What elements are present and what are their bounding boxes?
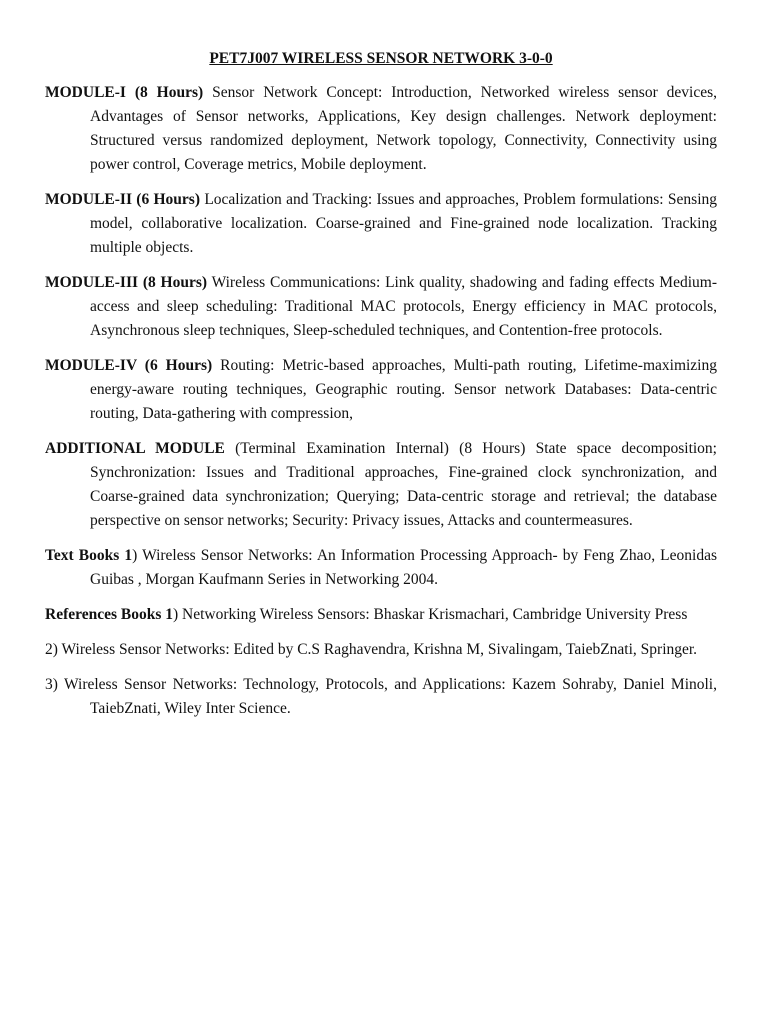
module-4-heading: MODULE-IV (6 Hours) (45, 357, 213, 374)
course-title: PET7J007 WIRELESS SENSOR NETWORK 3-0-0 (209, 50, 553, 67)
references-books-text: ) Networking Wireless Sensors: Bhaskar Krismachari, Cambridge University Press (173, 606, 688, 623)
module-4 (45, 354, 717, 426)
reference-2: 2) Wireless Sensor Networks: Edited by C.S Raghavendra, Krishna M, Sivalingam, TaiebZnati, Springer. (45, 641, 698, 658)
additional-module-text: (Terminal Examination Internal) (8 Hours) State space decomposition; Synchronization: Issues and Traditional approaches, Fine-grained clock synchronization, and Coarse-grained data synchronization; Querying; Data-centric storage and retrieval; the database perspective on sensor networks; Security: Privacy issues, Attacks and countermeasures. (90, 440, 717, 529)
module-2-text: Localization and Tracking: Issues and approaches, Problem formulations: Sensing model, collaborative localization. Coarse-grained and Fine-grained node localization. Tracking multiple objects. (90, 191, 717, 256)
additional-module (45, 437, 717, 533)
references-books (45, 603, 717, 627)
references-books-heading: References Books 1 (45, 606, 173, 623)
text-books-text: ) Wireless Sensor Networks: An Information Processing Approach- by Feng Zhao, Leonidas Guibas , Morgan Kaufmann Series in Networking 2004. (90, 547, 717, 588)
syllabus-page (45, 47, 717, 732)
module-1-text: Sensor Network Concept: Introduction, Networked wireless sensor devices, Advantages of Sensor networks, Applications, Key design challenges. Network deployment: Structured versus randomized deployment, Network topology, Connectivity, Connectivity using power control, Coverage metrics, Mobile deployment. (90, 84, 718, 173)
module-3-heading: MODULE-III (8 Hours) (45, 274, 208, 291)
module-1 (45, 81, 717, 177)
module-3 (45, 271, 717, 343)
reference-3: 3) Wireless Sensor Networks: Technology, Protocols, and Applications: Kazem Sohraby, Daniel Minoli, TaiebZnati, Wiley Inter Science. (45, 676, 717, 717)
module-1-heading: MODULE-I (8 Hours) (45, 84, 204, 101)
text-books (45, 544, 717, 592)
module-2-heading: MODULE-II (6 Hours) (45, 191, 200, 208)
module-2 (45, 188, 717, 260)
module-3-text: Wireless Communications: Link quality, shadowing and fading effects Medium-access and sleep scheduling: Traditional MAC protocols, Energy efficiency in MAC protocols, Asynchronous sleep techniques, Sleep-scheduled techniques, and Contention-free protocols. (90, 274, 717, 339)
text-books-heading: Text Books 1 (45, 547, 133, 564)
additional-module-heading: ADDITIONAL MODULE (45, 440, 225, 457)
module-4-text: Routing: Metric-based approaches, Multi-path routing, Lifetime-maximizing energy-aware routing techniques, Geographic routing. Sensor network Databases: Data-centric routing, Data-gathering with compression, (90, 357, 717, 422)
